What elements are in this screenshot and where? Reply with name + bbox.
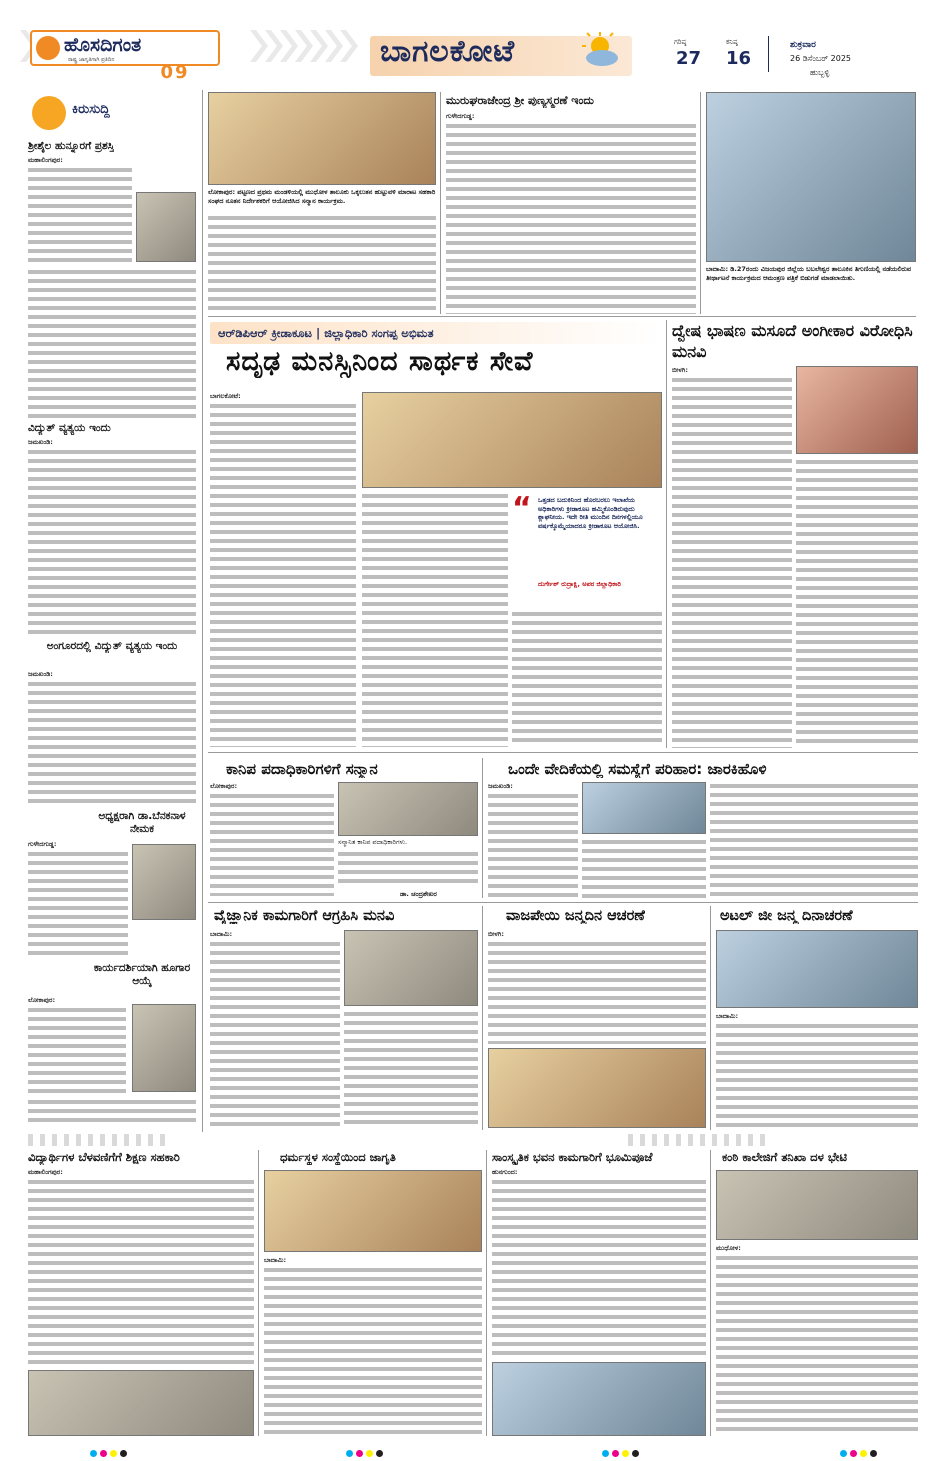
quote-mark-icon: “: [512, 491, 532, 526]
brief-5-title: ಕಾರ್ಯದರ್ಶಿಯಾಗಿ ಹೂಗಾರ ಆಯ್ಕೆ: [93, 962, 191, 987]
logo-emblem-icon: [36, 36, 60, 60]
kanipa-byline: ಡಾ. ಚಂದ್ರಶೇಖರ: [400, 890, 437, 898]
right-story-col-2: [796, 458, 918, 748]
kanipa-col-2: [338, 850, 478, 888]
vaijnanika-title: ವೈಜ್ಞಾನಿಕ ಕಾಮಗಾರಿಗೆ ಆಗ್ರಹಿಸಿ ಮನವಿ: [214, 908, 395, 924]
bottom-2-photo: [264, 1170, 482, 1252]
bottom-1-body: [28, 1178, 254, 1366]
weather-max: 27: [676, 48, 702, 69]
bottom-2-title: ಧರ್ಮಸ್ಥಳ ಸಂಸ್ಥೆಯಿಂದ ಜಾಗೃತಿ: [280, 1150, 396, 1164]
atal-title: ಅಟಲ್ ಜೀ ಜನ್ಮ ದಿನಾಚರಣೆ: [720, 908, 853, 924]
brief-2-body: [28, 448, 196, 634]
bottom-1-dateline: ಮಹಾಲಿಂಗಪುರ:: [28, 1168, 63, 1176]
bottom-3-body: [492, 1178, 706, 1358]
lead-quote-box: [512, 491, 662, 606]
masthead: [0, 0, 945, 86]
right-story-photo: [796, 366, 918, 454]
vajpayee-title: ವಾಜಪೇಯಿ ಜನ್ಮದಿನ ಆಚರಣೆ: [506, 908, 645, 924]
brief-1-body-cont: [28, 268, 196, 418]
lead-kicker: ಆರ್‌ಡಿಪಿಆರ್ ಕ್ರೀಡಾಕೂಟ | ಜಿಲ್ಲಾಧಿಕಾರಿ ಸಂಗಪ್ಪ ಅಭಿಮತ: [210, 322, 662, 344]
vajpayee-photo: [488, 1048, 706, 1128]
logo-text: ಹೊಸದಿಗಂತ: [64, 34, 142, 56]
brief-3-body: [28, 680, 196, 806]
lead-quote: ಒತ್ತಡದ ಬದುಕಿನಿಂದ ಹೊರಬರಲು ಇಲಾಖೆಯ ಅಧಿಕಾರಿಗಳು ಕ್ರೀಡಾಕೂಟ ಹಮ್ಮಿಕೊಂಡಿರುವುದು ಶ್ಲಾಘನೀಯ. ಇದೇ ರೀತಿ ಮುಂದಿನ ದಿನಗಳಲ್ಲಿಯೂ ವರ್ಷಕ್ಕೊಮ್ಮೆಯಾದರೂ ಕ್ರೀಡಾಕೂಟ ಆಯೋಜಿಸಿ.: [538, 496, 643, 530]
newspaper-logo[interactable]: [30, 30, 220, 66]
story-1-caption: ಲೋಕಾಪುರ: ಪಟ್ಟಣದ ಪ್ರಥಮ ಮಂಡಳಿಯಲ್ಲಿ ಮುಧೋಳ ತಾಲೂಕು ಒಕ್ಕಲುತನ ಹುಟ್ಟುವಳಿ ಮಾರಾಟ ಸಹಕಾರಿ ಸಂಘದ ನೂತನ ನಿರ್ದೇಶಕರಿಗೆ ಆಯೋಜಿಸಿದ ಸನ್ಮಾನ ಕಾರ್ಯಕ್ರಮ.: [208, 188, 436, 205]
bottom-2-body: [264, 1266, 482, 1436]
atal-body: [716, 1022, 918, 1128]
lead-title: ಸದೃಢ ಮನಸ್ಸಿನಿಂದ ಸಾರ್ಥಕ ಸೇವೆ: [226, 346, 534, 377]
vaijnanika-photo: [344, 930, 478, 1006]
bottom-1-title: ವಿದ್ಯಾರ್ಥಿಗಳ ಬೆಳವಣಿಗೆಗೆ ಶಿಕ್ಷಣ ಸಹಕಾರಿ: [28, 1150, 180, 1164]
weather-min: 16: [726, 48, 752, 69]
jarkiholi-col-3: [710, 782, 918, 898]
brief-5-body: [28, 1006, 126, 1096]
vaijnanika-dateline: ಬಾದಾಮಿ:: [210, 930, 233, 938]
weather-min-label: ಕನಿಷ್ಠ: [726, 38, 738, 46]
bottom-1-photo: [28, 1370, 254, 1436]
edition-title: ಬಾಗಲಕೋಟೆ: [380, 34, 516, 69]
weather-partly-cloudy-icon: [580, 32, 620, 68]
lead-quote-by: ದುರ್ಗೇಶ್ ರುದ್ರಾಕ್ಷಿ, ಅಪರ ಜಿಲ್ಲಾಧಿಕಾರಿ: [538, 580, 621, 588]
day: ಶುಕ್ರವಾರ: [790, 40, 816, 50]
right-story-dateline: ಬೀಳಗಿ:: [672, 366, 688, 374]
story-3-caption: ಬಾದಾಮಿ: ಡಿ.27ರಂದು ವಿಜಯಪುರ ಜಿಲ್ಲೆಯ ಬಬಲೇಶ್ವರ ತಾಲೂಕಿನ ತಿಗುಣಿಯಲ್ಲಿ ನಡೆಯಲಿರುವ ತೀರ್ಥಾಟನೆ ಕಾರ್ಯಕ್ರಮದ ಆಮಂತ್ರಣ ಪತ್ರಿಕೆ ಬಿಡುಗಡೆ ಮಾಡಲಾಯಿತು.: [706, 265, 912, 282]
jarkiholi-col-2: [582, 838, 706, 898]
right-story-col-1: [672, 376, 792, 748]
registration-marks-mid: [602, 1442, 642, 1461]
lead-photo: [362, 392, 662, 488]
vaijnanika-col-2: [344, 1010, 478, 1128]
vaijnanika-col-1: [210, 940, 340, 1128]
story-2-body: [446, 122, 696, 314]
brief-4-dateline: ಗುಳೇದಗುಡ್ಡ:: [28, 840, 57, 848]
vajpayee-dateline: ಬೀಳಗಿ:: [488, 930, 504, 938]
right-story-title: ದ್ವೇಷ ಭಾಷಣ ಮಸೂದೆ ಅಂಗೀಕಾರ ವಿರೋಧಿಸಿ ಮನವಿ: [672, 321, 913, 361]
story-1-photo: [208, 92, 436, 185]
brief-1-body: [28, 166, 132, 266]
bottom-4-body: [716, 1254, 918, 1436]
brief-1-portrait: [136, 192, 196, 262]
registration-marks-center: [346, 1442, 386, 1461]
bottom-2-dateline: ಬಾದಾಮಿ:: [264, 1256, 287, 1264]
brief-1-title: ಶ್ರೀಶೈಲ ಹುನ್ನೂರಗೆ ಪ್ರಶಸ್ತಿ: [28, 140, 115, 152]
kanipa-title: ಕಾನಿಪ ಪದಾಧಿಕಾರಿಗಳಿಗೆ ಸನ್ಮಾನ: [226, 760, 378, 778]
story-2-dateline: ಗುಳೇದಗುಡ್ಡ:: [446, 112, 475, 120]
finger-icon: [32, 96, 66, 130]
atal-dateline: ಬಾದಾಮಿ:: [716, 1012, 739, 1020]
jarkiholi-col-1: [488, 792, 578, 898]
bottom-4-photo: [716, 1170, 918, 1240]
brief-5-dateline: ಲೋಕಾಪುರ:: [28, 996, 56, 1004]
bottom-3-dateline: ಹುನಗುಂದ:: [492, 1168, 518, 1176]
kanipa-caption: ಸನ್ಮಾನಿತ ಕಾನಿಪ ಪದಾಧಿಕಾರಿಗಳು.: [338, 838, 408, 846]
story-3-photo: [706, 92, 916, 262]
weather-max-label: ಗರಿಷ್ಠ: [674, 38, 687, 46]
jarkiholi-photo: [582, 782, 706, 834]
brief-4-portrait: [132, 844, 196, 920]
story-2-title: ಮುರುಘರಾಜೇಂದ್ರ ಶ್ರೀ ಪುಣ್ಯಸ್ಮರಣೆ ಇಂದು: [446, 94, 594, 107]
jarkiholi-dateline: ಜಮಖಂಡಿ:: [488, 782, 513, 790]
section-divider: [28, 1134, 918, 1146]
briefs-header: [28, 92, 148, 132]
kanipa-col-1: [210, 792, 334, 896]
logo-tagline: ರಾಷ್ಟ್ರ ಜಾಗೃತಿಗಾಗಿ ಪ್ರತಿದಿನ: [68, 57, 115, 63]
registration-marks-right: [840, 1442, 880, 1461]
bottom-3-photo: [492, 1362, 706, 1436]
bottom-3-title: ಸಾಂಸ್ಕೃತಿಕ ಭವನ ಕಾಮಗಾರಿಗೆ ಭೂಮಿಪೂಜೆ: [492, 1150, 653, 1164]
brief-4-title: ಅಧ್ಯಕ್ಷರಾಗಿ ಡಾ.ಬೆನಕನಾಳ ನೇಮಕ: [98, 810, 186, 835]
vajpayee-body: [488, 940, 706, 1044]
brief-2-title: ವಿದ್ಯುತ್ ವ್ಯತ್ಯಯ ಇಂದು: [28, 422, 111, 434]
registration-marks-left: [90, 1442, 130, 1461]
story-1-body: [208, 214, 436, 314]
kanipa-dateline: ಲೋಕಾಪುರ:: [210, 782, 238, 790]
brief-3-title: ಅಂಗೂರದಲ್ಲಿ ವಿದ್ಯುತ್ ವ್ಯತ್ಯಯ ಇಂದು: [46, 640, 178, 652]
page-number: 09: [160, 62, 190, 83]
lead-col-2: [362, 492, 508, 747]
brief-2-dateline: ಜಮಖಂಡಿ:: [28, 438, 53, 446]
atal-photo: [716, 930, 918, 1008]
lead-dateline: ಬಾಗಲಕೋಟೆ:: [210, 392, 241, 400]
brief-1-dateline: ಮಹಾಲಿಂಗಪುರ:: [28, 156, 63, 164]
bottom-4-title: ಕಂಠಿ ಕಾಲೇಜಿಗೆ ತನಿಖಾ ದಳ ಭೇಟಿ: [722, 1150, 847, 1164]
brief-5-portrait: [132, 1004, 196, 1092]
city: ಹುಬ್ಬಳ್ಳಿ: [810, 68, 830, 77]
date: 26 ಡಿಸೆಂಬರ್ 2025: [790, 54, 852, 63]
brief-3-dateline: ಜಮಖಂಡಿ:: [28, 670, 53, 678]
brief-5-body-cont: [28, 1098, 196, 1126]
lead-col-3: [512, 610, 662, 747]
bottom-4-dateline: ಮುಧೋಳ:: [716, 1244, 741, 1252]
jarkiholi-title: ಒಂದೇ ವೇದಿಕೆಯಲ್ಲಿ ಸಮಸ್ಯೆಗೆ ಪರಿಹಾರ: ಜಾರಕಿಹೊಳಿ: [508, 760, 767, 778]
lead-col-1: [210, 402, 356, 747]
kanipa-photo: [338, 782, 478, 836]
briefs-column: [28, 92, 196, 1130]
brief-4-body: [28, 850, 128, 958]
briefs-label: ಕಿರುಸುದ್ದಿ: [72, 102, 110, 117]
